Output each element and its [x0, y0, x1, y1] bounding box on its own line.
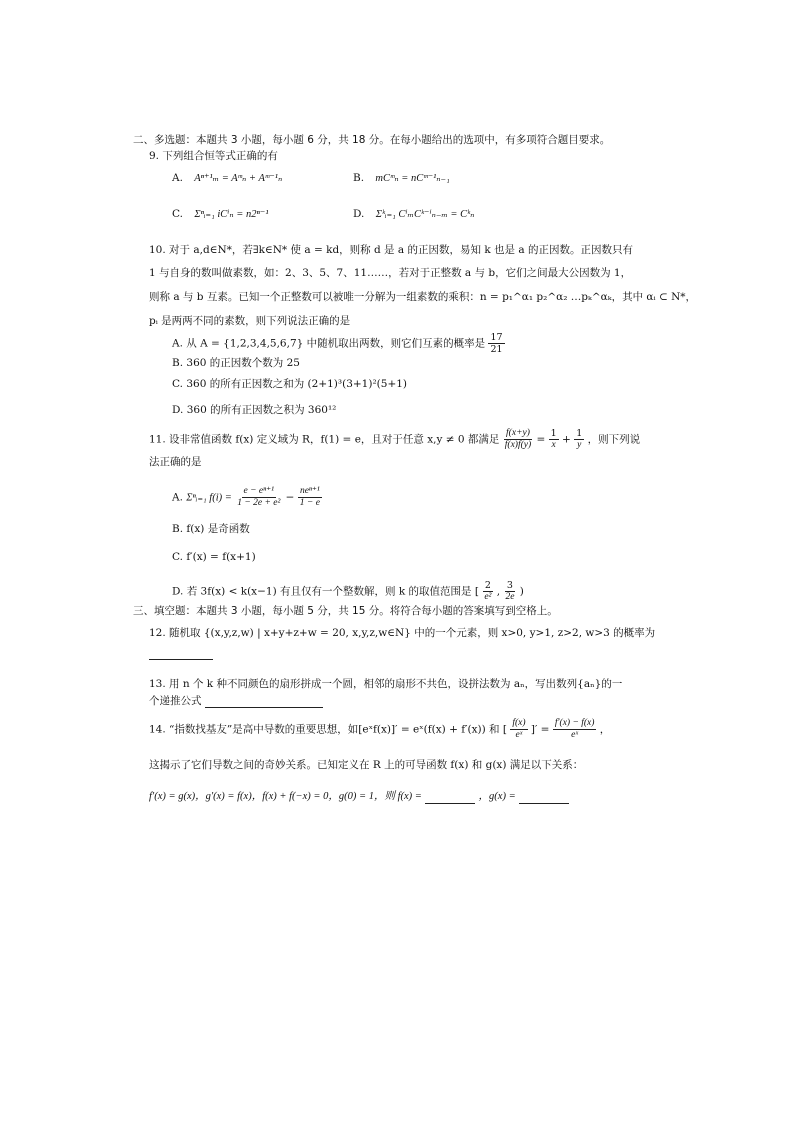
- q9-option-b: [353, 171, 450, 186]
- q11-a-f1-den: 1 − 2e + e²: [237, 498, 281, 508]
- q9-c-label: C.: [172, 208, 183, 220]
- q9-c-expr: Σⁿᵢ₌₁ iCⁱₙ = n2ⁿ⁻¹: [194, 209, 269, 220]
- q14-line-1-end: ，: [599, 723, 611, 736]
- q11-d-post: ): [519, 585, 524, 598]
- q14-line-2: 这揭示了它们导数之间的奇妙关系。已知定义在 R 上的可导函数 f(x) 和 g(x) 满足以下关系：: [149, 759, 584, 771]
- q14-f-answer-blank[interactable]: [425, 791, 475, 804]
- q9-option-c: [172, 207, 269, 222]
- q11-a-label: A.: [172, 491, 183, 504]
- q11-line-1-pre: 11. 设非常值函数 f(x) 定义域为 R，f(1) = e，且对于任意 x,y ≠ 0 都满足: [149, 433, 500, 446]
- q11-cond-numerator: f(x+y): [506, 428, 530, 438]
- q9-a-label: A.: [172, 172, 183, 184]
- q11-a-f1-num: e − eⁿ⁺¹: [243, 486, 274, 496]
- q11-a-fraction-2: [298, 486, 322, 509]
- q14-left-num: f(x): [512, 718, 526, 728]
- q14-right-den: eˣ: [571, 730, 579, 740]
- q11-a-fraction-1: [235, 486, 282, 509]
- q11-recip-x-den: x: [551, 440, 556, 450]
- section-2-header: 二、多选题：本题共 3 小题，每小题 6 分，共 18 分。在每小题给出的选项中，有多项符合题目要求。: [133, 134, 611, 146]
- q14-line-3: [149, 789, 569, 804]
- q11-d-f1-den: e²: [484, 592, 492, 602]
- q10-line-3: 则称 a 与 b 互素。已知一个正整数可以被唯一分解为一组素数的乘积：n = p₁^α₁ p₂^α₂ …pₖ^αₖ，其中 αᵢ ⊂ N*，: [149, 291, 697, 303]
- q10-a-numerator: 17: [490, 332, 503, 343]
- q14-line-1: [149, 718, 610, 741]
- q14-g-answer-blank[interactable]: [519, 791, 569, 804]
- q10-option-d: D. 360 的所有正因数之积为 360¹²: [172, 404, 337, 416]
- q11-recip-y: [574, 428, 584, 451]
- q14-line-1-pre: 14. “指数找基友”是高中导数的重要思想，如[eˣf(x)]′ = eˣ(f(x) + f′(x)) 和 [: [149, 723, 507, 736]
- q11-recip-x-num: 1: [550, 428, 557, 439]
- q14-right-fraction: [553, 718, 597, 741]
- q11-line-1-post: ，则下列说: [587, 433, 641, 446]
- q11-recip-y-den: y: [577, 440, 582, 450]
- q11-option-b: B. f(x) 是奇函数: [172, 523, 250, 535]
- q10-option-c: C. 360 的所有正因数之和为 (2+1)³(3+1)²(5+1): [172, 378, 408, 390]
- q11-plus: +: [562, 433, 571, 446]
- q9-d-label: D.: [353, 208, 365, 220]
- q13-line-2-text: 个递推公式: [149, 695, 202, 707]
- q11-a-f2-num: neⁿ⁺¹: [299, 486, 320, 496]
- q14-line-3-mid: ，g(x) =: [478, 791, 516, 802]
- q11-d-f2-num: 3: [506, 580, 513, 591]
- q12-line-1: 12. 随机取 {(x,y,z,w) | x+y+z+w = 20, x,y,z,w∈N} 中的一个元素，则 x>0, y>1, z>2, w>3 的概率为: [149, 627, 656, 639]
- q12-answer: [149, 646, 213, 660]
- q14-right-num: f′(x) − f(x): [554, 718, 595, 728]
- q13-line-1: 13. 用 n 个 k 种不同颜色的扇形拼成一个圆，相邻的扇形不共色，设拼法数为 aₙ，写出数列{aₙ}的一: [149, 678, 623, 690]
- q11-a-f2-den: 1 − e: [299, 498, 320, 508]
- q14-left-fraction: [510, 718, 527, 741]
- q9-option-a: [172, 171, 282, 186]
- q9-option-d: [353, 207, 474, 222]
- q10-line-1: 10. 对于 a,d∈N*，若∃k∈N* 使 a = kd，则称 d 是 a 的正因数，易知 k 也是 a 的正因数。正因数只有: [149, 244, 633, 256]
- section-3-header: 三、填空题：本题共 3 小题，每小题 5 分，共 15 分。将符合每小题的答案填写到空格上。: [133, 605, 558, 617]
- q10-option-a: [172, 332, 505, 355]
- q11-line-2: 法正确的是: [149, 456, 202, 468]
- q11-d-f2-den: 2e: [505, 592, 515, 602]
- q13-line-2: [149, 694, 323, 708]
- q11-option-d: [172, 580, 524, 603]
- q11-line-1: [149, 428, 640, 451]
- q10-a-fraction: [488, 332, 504, 355]
- q11-cond-denominator: f(x)f(y): [504, 440, 532, 450]
- q10-a-text: A. 从 A = {1,2,3,4,5,6,7} 中随机取出两数，则它们互素的概率是: [172, 337, 486, 350]
- q11-a-minus: −: [285, 491, 295, 504]
- q10-option-b: B. 360 的正因数个数为 25: [172, 357, 300, 369]
- q14-left-post: ]′ =: [530, 723, 550, 736]
- q11-option-a: [172, 486, 322, 509]
- q14-line-3-pre: f′(x) = g(x)，g′(x) = f(x)，f(x) + f(−x) = 0，g(0) = 1，则 f(x) =: [149, 791, 422, 802]
- q11-option-c: C. f′(x) = f(x+1): [172, 551, 256, 563]
- q11-d-fraction-2: [503, 580, 516, 603]
- q9-b-expr: mCᵐₙ = nCᵐ⁻¹ₙ₋₁: [375, 173, 450, 184]
- q9-a-expr: Aⁿ⁺¹ₘ = Aᵐₙ + Aᵐ⁻¹ₙ: [194, 173, 283, 184]
- q11-d-pre: D. 若 3f(x) < k(x−1) 有且仅有一个整数解，则 k 的取值范围是 [: [172, 585, 479, 598]
- q9-d-expr: Σᵏᵢ₌₁ CⁱₘCᵏ⁻ⁱₙ₋ₘ = Cᵏₙ: [375, 209, 475, 220]
- q9-stem: 9. 下列组合恒等式正确的有: [149, 150, 278, 162]
- q9-b-label: B.: [353, 172, 365, 184]
- q11-a-sum: Σⁿᵢ₌₁ f(i) =: [186, 492, 232, 504]
- q11-equals: =: [536, 433, 546, 446]
- q11-d-comma: ,: [496, 585, 501, 598]
- q13-answer-blank[interactable]: [205, 695, 323, 708]
- q11-condition-fraction: [503, 428, 533, 451]
- q11-recip-x: [549, 428, 559, 451]
- q14-left-den: eˣ: [515, 730, 523, 740]
- q10-line-2: 1 与自身的数叫做素数，如：2、3、5、7、11……，若对于正整数 a 与 b，它们之间最大公因数为 1，: [149, 267, 632, 279]
- q11-recip-y-num: 1: [576, 428, 583, 439]
- q10-a-denominator: 21: [490, 344, 503, 355]
- q11-d-fraction-1: [482, 580, 493, 603]
- q11-d-f1-num: 2: [484, 580, 491, 591]
- q10-line-4: pᵢ 是两两不同的素数，则下列说法正确的是: [149, 315, 351, 327]
- q12-answer-blank[interactable]: [149, 647, 213, 660]
